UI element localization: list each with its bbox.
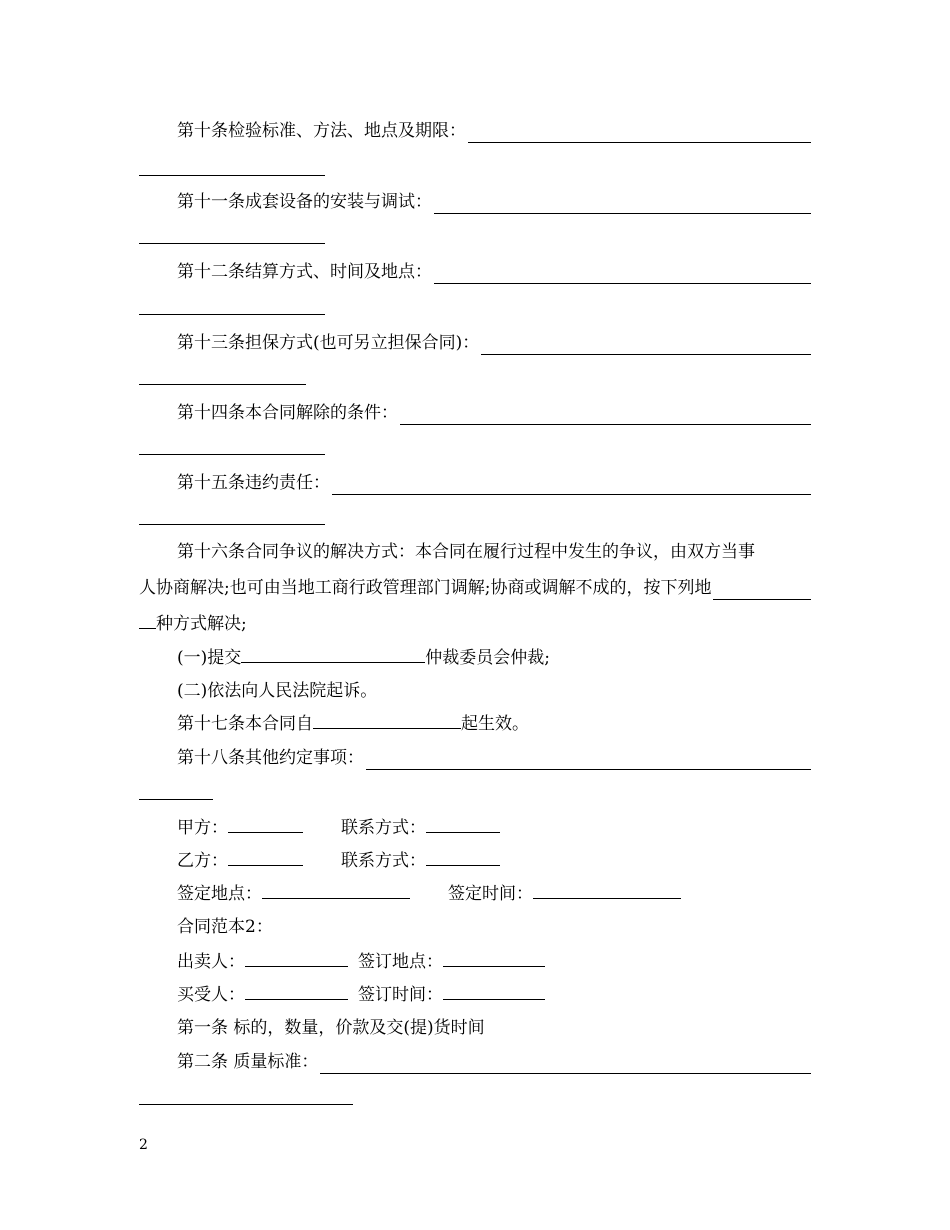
article-2-blank	[320, 1058, 811, 1074]
seller-blank	[245, 951, 348, 967]
clause-15-blank	[332, 479, 811, 495]
clause-11-text: 第十一条成套设备的安装与调试：	[177, 192, 432, 212]
clause-18-blank	[366, 754, 811, 770]
clause-16-line-3	[139, 612, 811, 636]
clause-14	[139, 401, 811, 425]
page-number: 2	[139, 1137, 148, 1153]
sign-time-label: 签定时间：	[448, 884, 533, 904]
sign-time-blank	[533, 883, 681, 899]
party-b-row	[139, 849, 811, 873]
article-1: 第一条 标的，数量，价款及交(提)货时间	[177, 1018, 485, 1038]
article-2	[139, 1050, 811, 1074]
clause-14-blank-continued	[139, 454, 325, 455]
clause-10-text: 第十条检验标准、方法、地点及期限：	[177, 121, 466, 141]
party-b-label: 乙方：	[177, 851, 228, 871]
clause-17	[139, 712, 811, 736]
clause-14-blank	[400, 409, 811, 425]
sign-place-label: 签定地点：	[177, 884, 262, 904]
party-a-blank	[228, 817, 303, 833]
clause-16-method-blank	[713, 584, 811, 600]
clause-18-blank-continued	[139, 799, 213, 800]
clause-11	[139, 190, 811, 214]
clause-11-blank	[434, 198, 811, 214]
clause-16-line-2	[139, 576, 811, 600]
clause-16-method-blank-continued	[139, 613, 156, 629]
t2-sign-time-label: 签订时间：	[358, 985, 443, 1005]
seller-row	[139, 950, 811, 974]
party-a-row	[139, 816, 811, 840]
buyer-label: 买受人：	[177, 985, 245, 1005]
buyer-blank	[245, 984, 348, 1000]
clause-10	[139, 119, 811, 143]
clause-15-blank-continued	[139, 524, 325, 525]
clause-10-blank	[468, 127, 811, 143]
buyer-row	[139, 983, 811, 1007]
clause-11-blank-continued	[139, 243, 325, 244]
clause-17-prefix: 第十七条本合同自	[177, 714, 313, 734]
party-b-contact-label: 联系方式：	[341, 851, 426, 871]
article-2-text: 第二条 质量标准：	[177, 1052, 319, 1072]
option-1-suffix: 仲裁委员会仲裁;	[425, 648, 550, 668]
clause-16-line-3-text: 种方式解决;	[156, 614, 247, 634]
party-a-label: 甲方：	[177, 818, 228, 838]
clause-12-blank	[434, 268, 811, 284]
clause-16-line-1: 第十六条合同争议的解决方式：本合同在履行过程中发生的争议，由双方当事	[177, 542, 755, 562]
party-a-contact-label: 联系方式：	[341, 818, 426, 838]
clause-18-text: 第十八条其他约定事项：	[177, 748, 364, 768]
effective-date-blank	[313, 713, 461, 729]
option-1	[139, 646, 811, 670]
clause-15-text: 第十五条违约责任：	[177, 473, 330, 493]
clause-15	[139, 471, 811, 495]
clause-12	[139, 260, 811, 284]
t2-sign-time-blank	[443, 984, 545, 1000]
clause-10-blank-continued	[139, 175, 325, 176]
party-b-contact-blank	[426, 850, 500, 866]
sign-place-blank	[262, 883, 410, 899]
arbitration-commission-blank	[241, 647, 425, 663]
clause-18	[139, 746, 811, 770]
clause-17-suffix: 起生效。	[461, 714, 529, 734]
clause-12-text: 第十二条结算方式、时间及地点：	[177, 262, 432, 282]
seller-label: 出卖人：	[177, 952, 245, 972]
clause-14-text: 第十四条本合同解除的条件：	[177, 403, 398, 423]
clause-13-blank-continued	[139, 384, 306, 385]
clause-13	[139, 331, 811, 355]
clause-13-text: 第十三条担保方式(也可另立担保合同)：	[177, 333, 480, 353]
clause-12-blank-continued	[139, 314, 325, 315]
template-2-title: 合同范本2：	[177, 917, 273, 937]
option-1-prefix: (一)提交	[177, 648, 242, 668]
party-a-contact-blank	[426, 817, 500, 833]
clause-13-blank	[481, 339, 811, 355]
clause-16-line-2-text: 人协商解决;也可由当地工商行政管理部门调解;协商或调解不成的，按下列地	[139, 578, 712, 598]
t2-sign-place-label: 签订地点：	[358, 952, 443, 972]
option-2: (二)依法向人民法院起诉。	[177, 681, 378, 701]
sign-place-time-row	[139, 882, 811, 906]
article-2-blank-continued	[139, 1104, 353, 1105]
party-b-blank	[228, 850, 303, 866]
t2-sign-place-blank	[443, 951, 545, 967]
